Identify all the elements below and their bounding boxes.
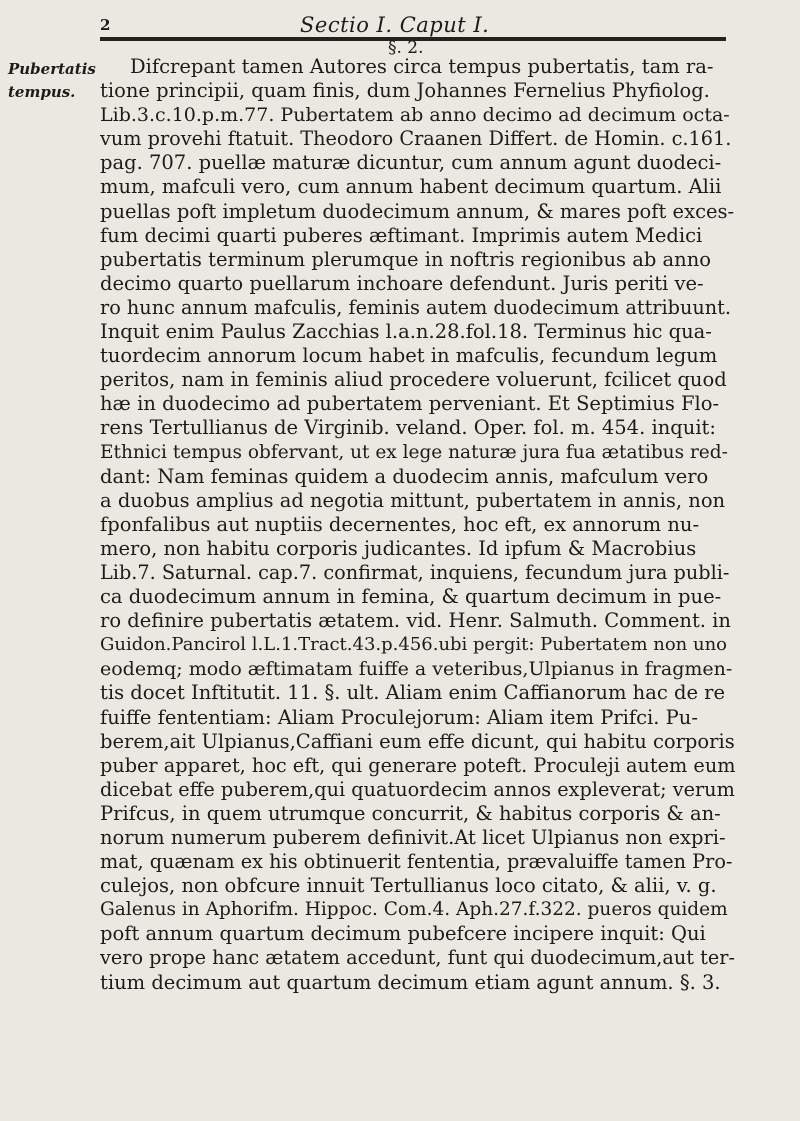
- text-line: puellas poft impletum duodecimum annum, & mares poft exces-: [100, 199, 735, 223]
- text-line: berem,ait Ulpianus,Caffiani eum effe dicunt, qui habitu corporis: [100, 729, 735, 753]
- margin-note-line: Pubertatis: [8, 60, 96, 78]
- margin-note-line: tempus.: [8, 83, 76, 101]
- text-line: tione principii, quam finis, dum Johannes Fernelius Phyfiolog.: [100, 79, 710, 103]
- text-line: ro hunc annum mafculis, feminis autem duodecimum attribuunt.: [100, 295, 732, 319]
- page-number: 2: [100, 16, 111, 34]
- text-line: Difcrepant tamen Autores circa tempus pubertatis, tam ra-: [130, 55, 714, 78]
- text-line: poft annum quartum decimum pubefcere incipere inquit: Qui: [100, 922, 706, 946]
- text-line: fponfalibus aut nuptiis decernentes, hoc eft, ex annorum nu-: [100, 512, 700, 536]
- text-line: eodemq; modo æftimatam fuiffe a veteribus,Ulpianus in fragmen-: [100, 658, 733, 681]
- section-mark: §. 2.: [388, 38, 424, 58]
- text-line: tis docet Inftitutit. 11. §. ult. Aliam enim Caffianorum hac de re: [100, 681, 726, 705]
- running-head: Sectio I. Caput I.: [300, 13, 490, 37]
- text-line: pag. 707. puellæ maturæ dicuntur, cum annum agunt duodeci-: [100, 151, 722, 175]
- text-line: Prifcus, in quem utrumque concurrit, & habitus corporis & an-: [100, 801, 721, 825]
- margin-note: [8, 58, 96, 104]
- text-line: dant: Nam feminas quidem a duodecim annis, mafculum vero: [100, 464, 709, 488]
- text-line: fuiffe fententiam: Aliam Proculejorum: Aliam item Prifci. Pu-: [100, 705, 698, 729]
- text-line: norum numerum puberem definivit.At licet Ulpianus non expri-: [100, 826, 726, 849]
- text-line: tuordecim annorum locum habet in mafculis, fecundum legum: [100, 344, 718, 368]
- text-line: peritos, nam in feminis aliud procedere voluerunt, fcilicet quod: [100, 368, 727, 392]
- text-line: rens Tertullianus de Virginib. veland. Oper. fol. m. 454. inquit:: [100, 416, 716, 440]
- text-line: mum, mafculi vero, cum annum habent decimum quartum. Alii: [100, 175, 722, 199]
- text-line: fum decimi quarti puberes æftimant. Imprimis autem Medici: [100, 223, 703, 247]
- text-line: ca duodecimum annum in femina, & quartum decimum in pue-: [100, 585, 722, 609]
- text-line: Inquit enim Paulus Zacchias l.a.n.28.fol.18. Terminus hic qua-: [100, 320, 712, 344]
- text-line: vum provehi ftatuit. Theodoro Craanen Differt. de Homin. c.161.: [100, 127, 732, 151]
- page-header: [100, 8, 720, 38]
- text-line: hæ in duodecimo ad pubertatem perveniant. Et Septimius Flo-: [100, 392, 720, 416]
- body-text: [100, 55, 735, 995]
- text-line: a duobus amplius ad negotia mittunt, pubertatem in annis, non: [100, 488, 726, 512]
- text-line: vero prope hanc ætatem accedunt, funt qui duodecimum,aut ter-: [100, 946, 735, 970]
- text-line: Guidon.Pancirol l.L.1.Tract.43.p.456.ubi pergit: Pubertatem non uno: [100, 634, 728, 656]
- text-line: mero, non habitu corporis judicantes. Id ipfum & Macrobius: [100, 536, 697, 560]
- text-line: Lib.3.c.10.p.m.77. Pubertatem ab anno decimo ad decimum octa-: [100, 104, 730, 127]
- text-line: ro definire pubertatis ætatem. vid. Henr. Salmuth. Comment. in: [100, 609, 731, 633]
- text-line: mat, quænam ex his obtinuerit fententia, prævaluiffe tamen Pro-: [100, 850, 733, 874]
- text-line: pubertatis terminum plerumque in noftris regionibus ab anno: [100, 247, 712, 271]
- text-line: Ethnici tempus obfervant, ut ex lege naturæ jura fua ætatibus red-: [100, 441, 728, 463]
- text-line: dicebat effe puberem,qui quatuordecim annos expleverat; verum: [100, 777, 735, 801]
- text-line: puber apparet, hoc eft, qui generare poteft. Proculeji autem eum: [100, 753, 735, 777]
- text-line: Galenus in Aphorifm. Hippoc. Com.4. Aph.27.f.322. pueros quidem: [100, 899, 728, 921]
- text-line: culejos, non obfcure innuit Tertullianus loco citato, & alii, v. g.: [100, 874, 717, 898]
- text-line: Lib.7. Saturnal. cap.7. confirmat, inquiens, fecundum jura publi-: [100, 560, 730, 584]
- text-line: decimo quarto puellarum inchoare defendunt. Juris periti ve-: [100, 271, 704, 295]
- text-line: tium decimum aut quartum decimum etiam agunt annum. §. 3.: [100, 970, 721, 994]
